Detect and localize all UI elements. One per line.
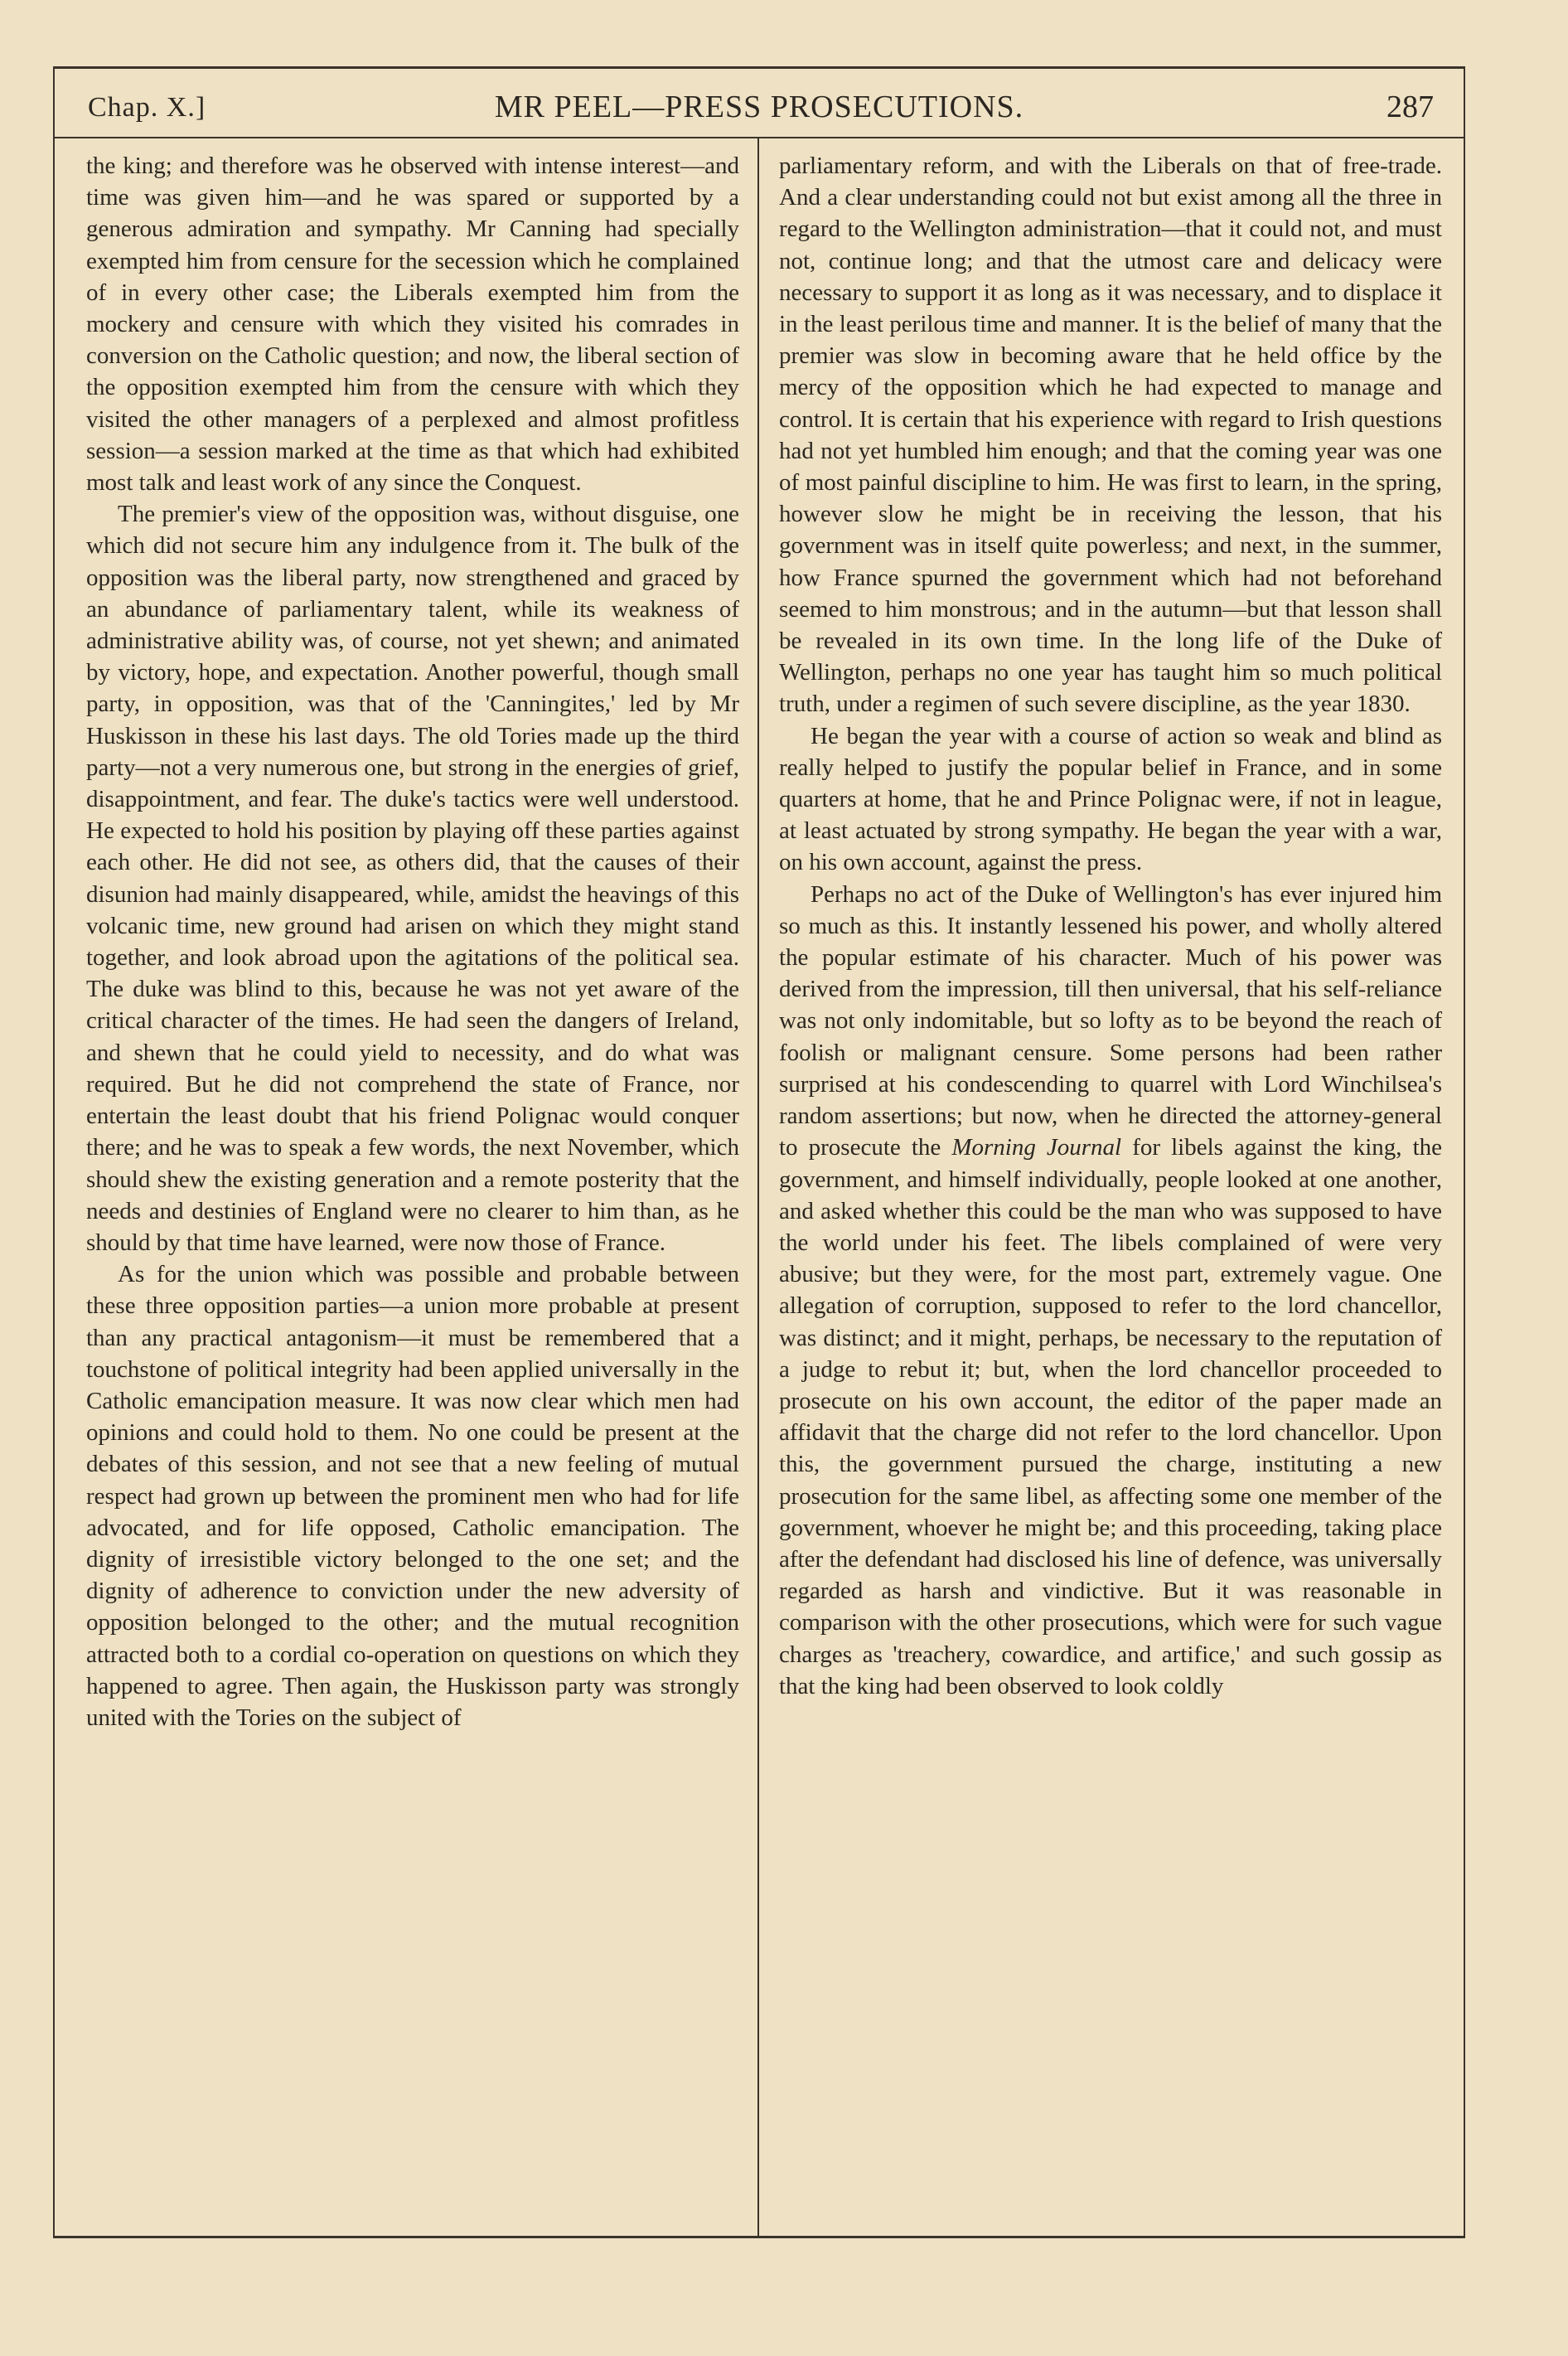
paragraph-text: for libels against the king, the government, and himself individually, people looked at one another, and asked whether this could be the man who was supposed to have the world under his feet. The libels complained of were very abusive; but they were, for the most part, extremely vague. One allegation of corruption, supposed to refer to the lord chancellor, was distinct; and it might, perhaps, be necessary to the reputation of a judge to rebut it; but, when the lord chancellor proceeded to prosecute on his own account, the editor of the paper made an affidavit that the charge did not refer to the lord chancellor. Upon this, the government pursued the charge, instituting a new prosecution for the same libel, as affecting some one member of the government, whoever he might be; and this proceeding, taking place after the defendant had disclosed his line of defence, was universally regarded as harsh and vindictive. But it was reasonable in comparison with the other prosecutions, which were for such vague charges as 'treachery, cowardice, and artifice,' and such gossip as that the king had been observed to look coldly: [779, 1134, 1443, 1699]
paragraph: parliamentary reform, and with the Liberals on that of free-trade. And a clear understanding could not but exist among all the three in regard to the Wellington administration—that it could not, and must not, continue long; and that the utmost care and delicacy were necessary to support it as long as it was necessary, and to displace it in the least perilous time and manner. It is the belief of many that the premier was slow in becoming aware that he held office by the mercy of the opposition which he had expected to manage and control. It is certain that his experience with regard to Irish questions had not yet humbled him enough; and that the coming year was one of most painful discipline to him. He was first to learn, in the spring, however slow he might be in receiving the lesson, that his government was in itself quite powerless; and next, in the summer, how France spurned the government which had not beforehand seemed to him monstrous; and in the autumn—but that lesson shall be revealed in its own time. In the long life of the Duke of Wellington, perhaps no one year has taught him so much political truth, under a regimen of such severe discipline, as the year 1830.: [779, 153, 1442, 718]
left-column: [86, 150, 739, 1733]
column-divider: [757, 138, 759, 2236]
paragraph-text: Perhaps no act of the Duke of Wellington's has ever injured him so much as this. It instantly lessened his power, and wholly altered the popular estimate of his character. Much of his power was derived from the impression, till then universal, that his self-reliance was not only indomitable, but so lofty as to be beyond the reach of foolish or malignant censure. Some persons had been rather surprised at his condescending to quarrel with Lord Winchilsea's random assertions; but now, when he directed the attorney-general to prosecute the: [779, 880, 1442, 1161]
header-rule: [55, 137, 1464, 138]
page-number: 287: [1387, 90, 1434, 124]
paragraph: the king; and therefore was he observed with intense interest—and time was given him—and he was spared or supported by a generous admiration and sympathy. Mr Canning had specially exempted him from censure for the secession which he complained of in every other case; the Liberals exempted him from the mockery and censure with which they visited his comrades in conversion on the Catholic question; and now, the liberal section of the opposition exempted him from the censure with which they visited the other managers of a perplexed and almost profitless session—a session marked at the time as that which had exhibited most talk and least work of any since the Conquest.: [86, 153, 739, 497]
running-title: MR PEEL—PRESS PROSECUTIONS.: [494, 90, 1024, 124]
newspaper-title: Morning Journal: [951, 1134, 1122, 1161]
page-frame: [53, 66, 1465, 2238]
running-header: [55, 69, 1464, 135]
chapter-label: Chap. X.]: [88, 92, 206, 123]
paragraph: As for the union which was possible and probable between these three opposition parties—a union more probable at present than any practical antagonism—it must be remembered that a touchstone of political integrity had been applied universally in the Catholic emancipation measure. It was now clear which men had opinions and could hold to them. No one could be present at the debates of this session, and not see that a new feeling of mutual respect had grown up between the prominent men who had for life advocated, and for life opposed, Catholic emancipation. The dignity of irresistible victory belonged to the one set; and the dignity of adherence to conviction under the new adversity of opposition belonged to the other; and the mutual recognition attracted both to a cordial co-operation on questions on which they happened to agree. Then again, the Huskisson party was strongly united with the Tories on the subject of: [86, 1261, 739, 1731]
right-column: [779, 150, 1442, 1702]
paragraph: The premier's view of the opposition was, without disguise, one which did not secure him any indulgence from it. The bulk of the opposition was the liberal party, now strengthened and graced by an abundance of parliamentary talent, while its weakness of administrative ability was, of course, not yet shewn; and animated by victory, hope, and expectation. Another powerful, though small party, in opposition, was that of the 'Canningites,' led by Mr Huskisson in these his last days. The old Tories made up the third party—not a very numerous one, but strong in the energies of grief, disappointment, and fear. The duke's tactics were well understood. He expected to hold his position by playing off these parties against each other. He did not see, as others did, that the causes of their disunion had mainly disappeared, while, amidst the heavings of this volcanic time, new ground had arisen on which they might stand together, and look abroad upon the agitations of the political sea. The duke was blind to this, because he was not yet aware of the critical character of the times. He had seen the dangers of Ireland, and shewn that he could yield to necessity, and do what was required. But he did not comprehend the state of France, nor entertain the least doubt that his friend Polignac would conquer there; and he was to speak a few words, the next November, which should shew the existing generation and a remote posterity that the needs and destinies of England were no clearer to him than, as he should by that time have learned, were now those of France.: [86, 501, 739, 1256]
paragraph: He began the year with a course of action so weak and blind as really helped to justify the popular belief in France, and in some quarters at home, that he and Prince Polignac were, if not in league, at least actuated by strong sympathy. He began the year with a war, on his own account, against the press.: [779, 722, 1442, 876]
paragraph: [779, 879, 1442, 1702]
